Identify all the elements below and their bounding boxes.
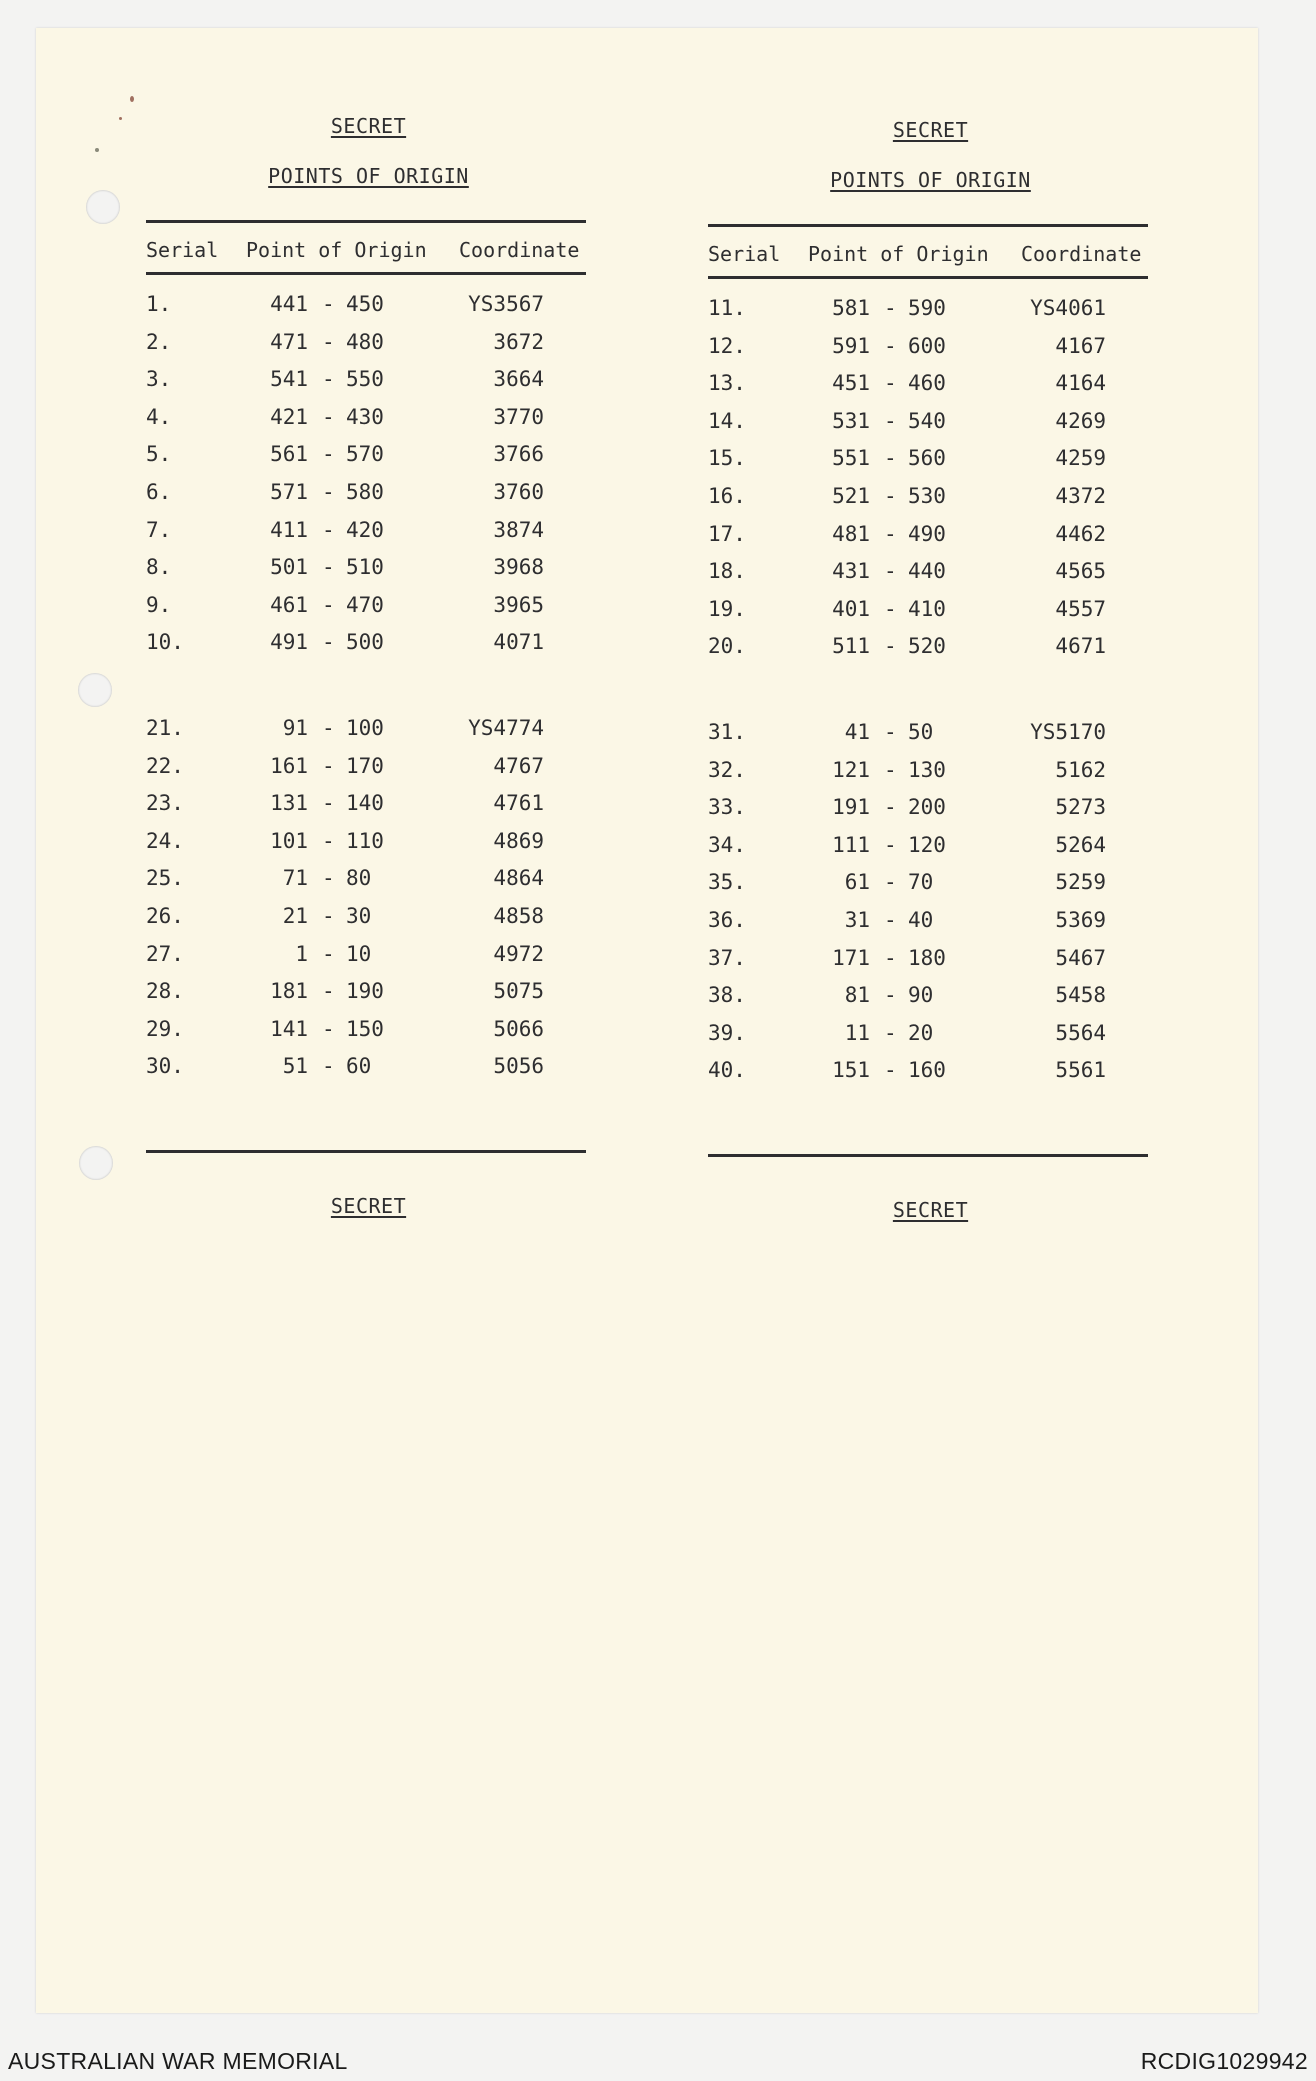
coordinate-cell: 5075 [493,979,544,1004]
punch-hole [79,1146,113,1180]
table-row [146,1017,591,1055]
origin-from-cell: 21 [282,904,308,928]
column-header-point: Point of Origin [808,242,989,266]
coordinate-cell: 3672 [493,329,544,354]
table-row [708,484,1153,522]
table-row [708,634,1153,672]
range-dash: - [322,791,335,816]
coordinate-cell: 4071 [493,630,544,655]
serial-cell: 33. [708,795,746,820]
secret-footer: SECRET [330,1194,407,1218]
range-dash: - [322,941,335,966]
serial-cell: 7. [146,517,172,542]
origin-from-cell: 181 [270,979,308,1004]
origin-to-cell: 200 [908,795,946,820]
table-row [708,795,1153,833]
coordinate-cell: 4864 [493,866,544,891]
table-row [708,908,1153,946]
table-row [146,829,591,867]
origin-from-cell: 551 [832,446,870,471]
coordinate-cell: YS3567 [468,292,544,316]
table-row [708,522,1153,560]
origin-from-cell: 561 [270,442,308,467]
origin-from-cell: 41 [844,720,870,744]
origin-from-cell: 31 [844,908,870,932]
range-dash: - [322,442,335,467]
origin-to-cell: 80 [346,866,372,891]
column-header-serial: Serial [146,238,219,262]
origin-to-cell: 40 [908,908,934,932]
table-row [146,866,591,904]
range-dash: - [884,446,897,471]
range-dash: - [322,1054,335,1079]
origin-to-cell: 460 [908,371,946,396]
coordinate-cell: 3766 [493,442,544,467]
origin-to-cell: 560 [908,446,946,471]
origin-from-cell: 11 [844,1020,870,1045]
table-row [708,446,1153,484]
header-rule-top [146,220,586,223]
table-row [146,480,591,518]
range-dash: - [322,404,335,429]
table-title: POINTS OF ORIGIN [830,168,1031,192]
origin-from-cell: 571 [270,480,308,504]
range-dash: - [884,484,897,508]
coordinate-cell: 4164 [1055,371,1106,396]
serial-cell: 31. [708,720,746,744]
origin-to-cell: 150 [346,1016,384,1041]
origin-from-cell: 451 [832,371,870,396]
origin-from-cell: 141 [270,1016,308,1041]
coordinate-cell: 4557 [1055,596,1106,621]
table-row [708,758,1153,796]
origin-to-cell: 30 [346,904,372,928]
coordinate-cell: 4671 [1055,634,1106,659]
serial-cell: 26. [146,904,184,928]
origin-to-cell: 530 [908,484,946,508]
serial-cell: 13. [708,371,746,396]
origin-from-cell: 481 [832,521,870,546]
serial-cell: 23. [146,791,184,816]
range-dash: - [322,753,335,778]
coordinate-cell: 4462 [1055,521,1106,546]
coordinate-cell: 5066 [493,1016,544,1041]
origin-from-cell: 511 [832,634,870,659]
origin-to-cell: 140 [346,791,384,816]
origin-from-cell: 421 [270,404,308,429]
range-dash: - [884,296,897,320]
coordinate-cell: 4858 [493,904,544,928]
origin-from-cell: 411 [270,517,308,542]
origin-from-cell: 461 [270,592,308,617]
table-row [146,292,591,330]
origin-to-cell: 430 [346,404,384,429]
origin-to-cell: 520 [908,634,946,659]
range-dash: - [884,908,897,932]
column-header-coordinate: Coordinate [1021,242,1142,266]
origin-to-cell: 70 [908,870,934,895]
origin-to-cell: 450 [346,292,384,316]
origin-to-cell: 20 [908,1020,934,1045]
coordinate-cell: 4259 [1055,446,1106,471]
document-page [36,28,1258,2013]
table-row [146,442,591,480]
coordinate-cell: 5458 [1055,983,1106,1008]
coordinate-cell: YS4061 [1030,296,1106,320]
table-row [146,1054,591,1092]
origin-from-cell: 111 [832,832,870,857]
origin-to-cell: 410 [908,596,946,621]
origin-from-cell: 81 [844,983,870,1008]
footer-rule [708,1154,1148,1157]
origin-from-cell: 71 [282,866,308,891]
serial-cell: 19. [708,596,746,621]
origin-to-cell: 580 [346,480,384,504]
footer-rule [146,1150,586,1153]
serial-cell: 11. [708,296,746,320]
paper-stain [130,96,134,102]
paper-stain [119,117,122,120]
origin-to-cell: 540 [908,408,946,433]
table-title: POINTS OF ORIGIN [268,164,469,188]
serial-cell: 18. [708,559,746,584]
origin-from-cell: 161 [270,753,308,778]
range-dash: - [884,596,897,621]
serial-cell: 10. [146,630,184,655]
coordinate-cell: 4869 [493,828,544,853]
coordinate-cell: YS5170 [1030,720,1106,744]
origin-from-cell: 431 [832,559,870,584]
range-dash: - [322,716,335,740]
range-dash: - [322,517,335,542]
serial-cell: 24. [146,828,184,853]
origin-to-cell: 190 [346,979,384,1004]
coordinate-cell: 5273 [1055,795,1106,820]
serial-cell: 22. [146,753,184,778]
origin-to-cell: 440 [908,559,946,584]
serial-cell: 15. [708,446,746,471]
table-row [146,791,591,829]
coordinate-cell: 5467 [1055,945,1106,970]
serial-cell: 28. [146,979,184,1004]
coordinate-cell: 4761 [493,791,544,816]
table-row [146,405,591,443]
table-row [146,630,591,668]
origin-to-cell: 500 [346,630,384,655]
table-row [708,409,1153,447]
coordinate-cell: 5162 [1055,757,1106,782]
origin-from-cell: 151 [832,1058,870,1083]
table-row [708,720,1153,758]
table-row [708,1058,1153,1096]
origin-to-cell: 10 [346,941,372,966]
range-dash: - [884,720,897,744]
range-dash: - [322,592,335,617]
table-row [708,371,1153,409]
serial-cell: 14. [708,408,746,433]
origin-to-cell: 170 [346,753,384,778]
table-row [146,942,591,980]
origin-to-cell: 550 [346,367,384,392]
range-dash: - [884,757,897,782]
range-dash: - [884,634,897,659]
range-dash: - [884,371,897,396]
coordinate-cell: 4972 [493,941,544,966]
serial-cell: 21. [146,716,184,740]
origin-from-cell: 501 [270,555,308,580]
origin-to-cell: 160 [908,1058,946,1083]
origin-to-cell: 120 [908,832,946,857]
range-dash: - [884,870,897,895]
origin-from-cell: 521 [832,484,870,508]
origin-to-cell: 100 [346,716,384,740]
origin-to-cell: 50 [908,720,934,744]
serial-cell: 35. [708,870,746,895]
column-header-coordinate: Coordinate [459,238,580,262]
range-dash: - [322,555,335,580]
origin-from-cell: 581 [832,296,870,320]
range-dash: - [884,333,897,358]
coordinate-cell: 4372 [1055,484,1106,508]
serial-cell: 6. [146,480,172,504]
range-dash: - [322,480,335,504]
table-row [146,716,591,754]
range-dash: - [322,828,335,853]
origin-from-cell: 541 [270,367,308,392]
range-dash: - [322,979,335,1004]
table-row [708,983,1153,1021]
coordinate-cell: 5369 [1055,908,1106,932]
punch-hole [78,673,112,707]
origin-to-cell: 470 [346,592,384,617]
table-row [708,833,1153,871]
origin-to-cell: 420 [346,517,384,542]
coordinate-cell: 3760 [493,480,544,504]
table-row [146,367,591,405]
serial-cell: 8. [146,555,172,580]
origin-to-cell: 130 [908,757,946,782]
coordinate-cell: 5561 [1055,1058,1106,1083]
serial-cell: 17. [708,521,746,546]
serial-cell: 30. [146,1054,184,1079]
serial-cell: 40. [708,1058,746,1083]
origin-to-cell: 480 [346,329,384,354]
range-dash: - [884,832,897,857]
serial-cell: 1. [146,292,172,316]
secret-heading: SECRET [330,114,407,138]
serial-cell: 34. [708,832,746,857]
range-dash: - [884,408,897,433]
origin-to-cell: 90 [908,983,934,1008]
serial-cell: 2. [146,329,172,354]
column-header-point: Point of Origin [246,238,427,262]
origin-to-cell: 510 [346,555,384,580]
serial-cell: 27. [146,941,184,966]
table-row [708,870,1153,908]
origin-from-cell: 91 [282,716,308,740]
coordinate-cell: 3664 [493,367,544,392]
range-dash: - [884,795,897,820]
table-row [146,593,591,631]
origin-to-cell: 490 [908,521,946,546]
serial-cell: 20. [708,634,746,659]
coordinate-cell: 3874 [493,517,544,542]
origin-from-cell: 1 [295,941,308,966]
origin-to-cell: 180 [908,945,946,970]
table-row [146,904,591,942]
serial-cell: 5. [146,442,172,467]
coordinate-cell: 5259 [1055,870,1106,895]
origin-from-cell: 101 [270,828,308,853]
table-row [708,334,1153,372]
header-rule-bottom [146,272,586,275]
archive-caption-left: AUSTRALIAN WAR MEMORIAL [8,2048,348,2074]
range-dash: - [322,1016,335,1041]
serial-cell: 9. [146,592,172,617]
origin-from-cell: 121 [832,757,870,782]
table-row [708,597,1153,635]
secret-heading: SECRET [892,118,969,142]
coordinate-cell: 4269 [1055,408,1106,433]
table-row [146,330,591,368]
range-dash: - [322,866,335,891]
table-row [708,296,1153,334]
origin-from-cell: 131 [270,791,308,816]
coordinate-cell: 5056 [493,1054,544,1079]
range-dash: - [322,630,335,655]
origin-to-cell: 110 [346,828,384,853]
range-dash: - [884,1020,897,1045]
serial-cell: 38. [708,983,746,1008]
range-dash: - [322,329,335,354]
origin-from-cell: 591 [832,333,870,358]
archive-caption-right: RCDIG1029942 [1140,2048,1308,2074]
serial-cell: 16. [708,484,746,508]
header-rule-top [708,224,1148,227]
serial-cell: 39. [708,1020,746,1045]
table-row [708,1021,1153,1059]
range-dash: - [884,983,897,1008]
secret-footer: SECRET [892,1198,969,1222]
table-row [146,754,591,792]
punch-hole [86,190,120,224]
table-row [146,979,591,1017]
range-dash: - [884,521,897,546]
origin-from-cell: 171 [832,945,870,970]
serial-cell: 4. [146,404,172,429]
paper-stain [95,148,99,152]
origin-to-cell: 60 [346,1054,372,1079]
range-dash: - [322,292,335,316]
table-row [708,559,1153,597]
serial-cell: 3. [146,367,172,392]
origin-from-cell: 51 [282,1054,308,1079]
table-row [146,555,591,593]
serial-cell: 25. [146,866,184,891]
range-dash: - [322,367,335,392]
origin-from-cell: 491 [270,630,308,655]
origin-to-cell: 600 [908,333,946,358]
table-row [708,946,1153,984]
table-row [146,518,591,556]
serial-cell: 36. [708,908,746,932]
serial-cell: 29. [146,1016,184,1041]
origin-from-cell: 61 [844,870,870,895]
origin-from-cell: 471 [270,329,308,354]
origin-from-cell: 191 [832,795,870,820]
origin-from-cell: 441 [270,292,308,316]
coordinate-cell: YS4774 [468,716,544,740]
coordinate-cell: 4767 [493,753,544,778]
range-dash: - [884,945,897,970]
coordinate-cell: 5564 [1055,1020,1106,1045]
range-dash: - [322,904,335,928]
coordinate-cell: 4167 [1055,333,1106,358]
coordinate-cell: 5264 [1055,832,1106,857]
origin-from-cell: 531 [832,408,870,433]
serial-cell: 32. [708,757,746,782]
serial-cell: 37. [708,945,746,970]
origin-to-cell: 590 [908,296,946,320]
origin-to-cell: 570 [346,442,384,467]
range-dash: - [884,1058,897,1083]
coordinate-cell: 3968 [493,555,544,580]
header-rule-bottom [708,276,1148,279]
coordinate-cell: 3965 [493,592,544,617]
coordinate-cell: 3770 [493,404,544,429]
origin-from-cell: 401 [832,596,870,621]
serial-cell: 12. [708,333,746,358]
range-dash: - [884,559,897,584]
column-header-serial: Serial [708,242,781,266]
coordinate-cell: 4565 [1055,559,1106,584]
